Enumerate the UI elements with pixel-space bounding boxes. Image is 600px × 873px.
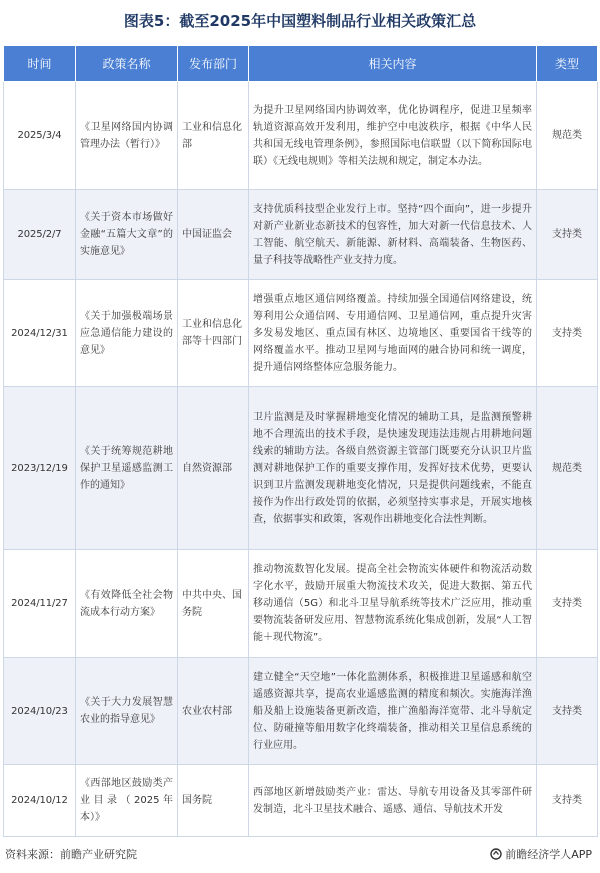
cell-type: 规范类 (537, 387, 598, 550)
cell-content: 增强重点地区通信网络覆盖。持续加强全国通信网络建设，统筹利用公众通信网、专用通信网、卫星通信网，重点提升灾害多发易发地区、重点国有林区、边境地区、重要国省干线等的网络覆盖水平。推动卫星网与地面网的融合协同和统一调度，提升通信网络整体应急服务能力。 (249, 280, 537, 387)
cell-content: 推动物流数智化发展。提高全社会物流实体硬件和物流活动数字化水平，鼓励开展重大物流技术攻关，促进大数据、第五代移动通信（5G）和北斗卫星导航系统等技术广泛应用，推动重要物流装备研发应用、智慧物流系统化集成创新，发展“人工智能＋现代物流”。 (249, 550, 537, 658)
cell-type: 规范类 (537, 82, 598, 190)
table-row (4, 765, 598, 837)
cell-type: 支持类 (537, 190, 598, 280)
cell-department: 工业和信息化部等十四部门 (178, 280, 249, 387)
cell-type: 支持类 (537, 658, 598, 765)
cell-date: 2025/2/7 (4, 190, 76, 280)
table-row (4, 82, 598, 190)
table-row (4, 280, 598, 387)
cell-date: 2024/11/27 (4, 550, 76, 658)
qianzhan-logo-icon (490, 848, 502, 860)
cell-policy-name: 《关于统筹规范耕地保护卫星遥感监测工作的通知》 (76, 387, 178, 550)
cell-type: 支持类 (537, 280, 598, 387)
table-row (4, 190, 598, 280)
page-title: 图表5：截至2025年中国塑料制品行业相关政策汇总 (123, 12, 477, 30)
cell-content: 建立健全“天空地”一体化监测体系，积极推进卫星遥感和航空遥感资源共享，提高农业遥感监测的精度和频次。实施海洋渔船及船上设施装备更新改造，推广渔船海洋宽带、北斗导航定位、防碰撞等船用数字化终端装备，推动相关卫星信息系统的行业应用。 (249, 658, 537, 765)
table-row (4, 387, 598, 550)
cell-policy-name: 《卫星网络国内协调管理办法（暂行）》 (76, 82, 178, 190)
policy-table (3, 45, 598, 837)
cell-policy-name: 《有效降低全社会物流成本行动方案》 (76, 550, 178, 658)
table-header-row (4, 46, 598, 82)
cell-date: 2023/12/19 (4, 387, 76, 550)
cell-policy-name: 《关于资本市场做好金融“五篇大文章”的实施意见》 (76, 190, 178, 280)
cell-policy-name: 《关于大力发展智慧农业的指导意见》 (76, 658, 178, 765)
header-date: 时间 (4, 46, 76, 82)
header-content: 相关内容 (249, 46, 537, 82)
cell-content: 为提升卫星网络国内协调效率，优化协调程序，促进卫星频率轨道资源高效开发利用，维护空中电波秩序，根据《中华人民共和国无线电管理条例》，参照国际电信联盟（以下简称国际电联）《无线电规则》等相关法规和规定，制定本办法。 (249, 82, 537, 190)
cell-type: 支持类 (537, 765, 598, 837)
cell-department: 中共中央、国务院 (178, 550, 249, 658)
cell-date: 2024/12/31 (4, 280, 76, 387)
cell-policy-name: 《关于加强极端场景应急通信能力建设的意见》 (76, 280, 178, 387)
header-policy-name: 政策名称 (76, 46, 178, 82)
cell-department: 国务院 (178, 765, 249, 837)
cell-content: 西部地区新增鼓励类产业：雷达、导航专用设备及其零部件研发制造，北斗卫星技术融合、遥感、通信、导航技术开发 (249, 765, 537, 837)
brand-credit (490, 846, 592, 862)
brand-name: 前瞻经济学人APP (505, 848, 592, 861)
source-note: 资料来源：前瞻产业研究院 (5, 848, 137, 861)
table-row (4, 658, 598, 765)
cell-content: 支持优质科技型企业发行上市。坚持“四个面向”，进一步提升对新产业新业态新技术的包容性，加大对新一代信息技术、人工智能、航空航天、新能源、新材料、高端装备、生物医药、量子科技等战略性产业支持力度。 (249, 190, 537, 280)
header-type: 类型 (537, 46, 598, 82)
cell-date: 2024/10/12 (4, 765, 76, 837)
cell-department: 工业和信息化部 (178, 82, 249, 190)
cell-date: 2025/3/4 (4, 82, 76, 190)
cell-content: 卫片监测是及时掌握耕地变化情况的辅助工具，是监测预警耕地不合理流出的技术手段，是快速发现违法违规占用耕地问题线索的辅助方法。各级自然资源主管部门既要充分认识卫片监测对耕地保护工作的重要支撑作用，发挥好技术优势，更要认识到卫片监测发现耕地变化情况，只是提供问题线索，不能直接作为作出行政处罚的依据，必须坚持实事求是，开展实地核查，依据事实和政策，客观作出耕地变化合法性判断。 (249, 387, 537, 550)
cell-type: 支持类 (537, 550, 598, 658)
cell-policy-name: 《西部地区鼓励类产业目录（2025年本）》 (76, 765, 178, 837)
cell-department: 自然资源部 (178, 387, 249, 550)
cell-department: 农业农村部 (178, 658, 249, 765)
cell-date: 2024/10/23 (4, 658, 76, 765)
cell-department: 中国证监会 (178, 190, 249, 280)
header-department: 发布部门 (178, 46, 249, 82)
table-row (4, 550, 598, 658)
